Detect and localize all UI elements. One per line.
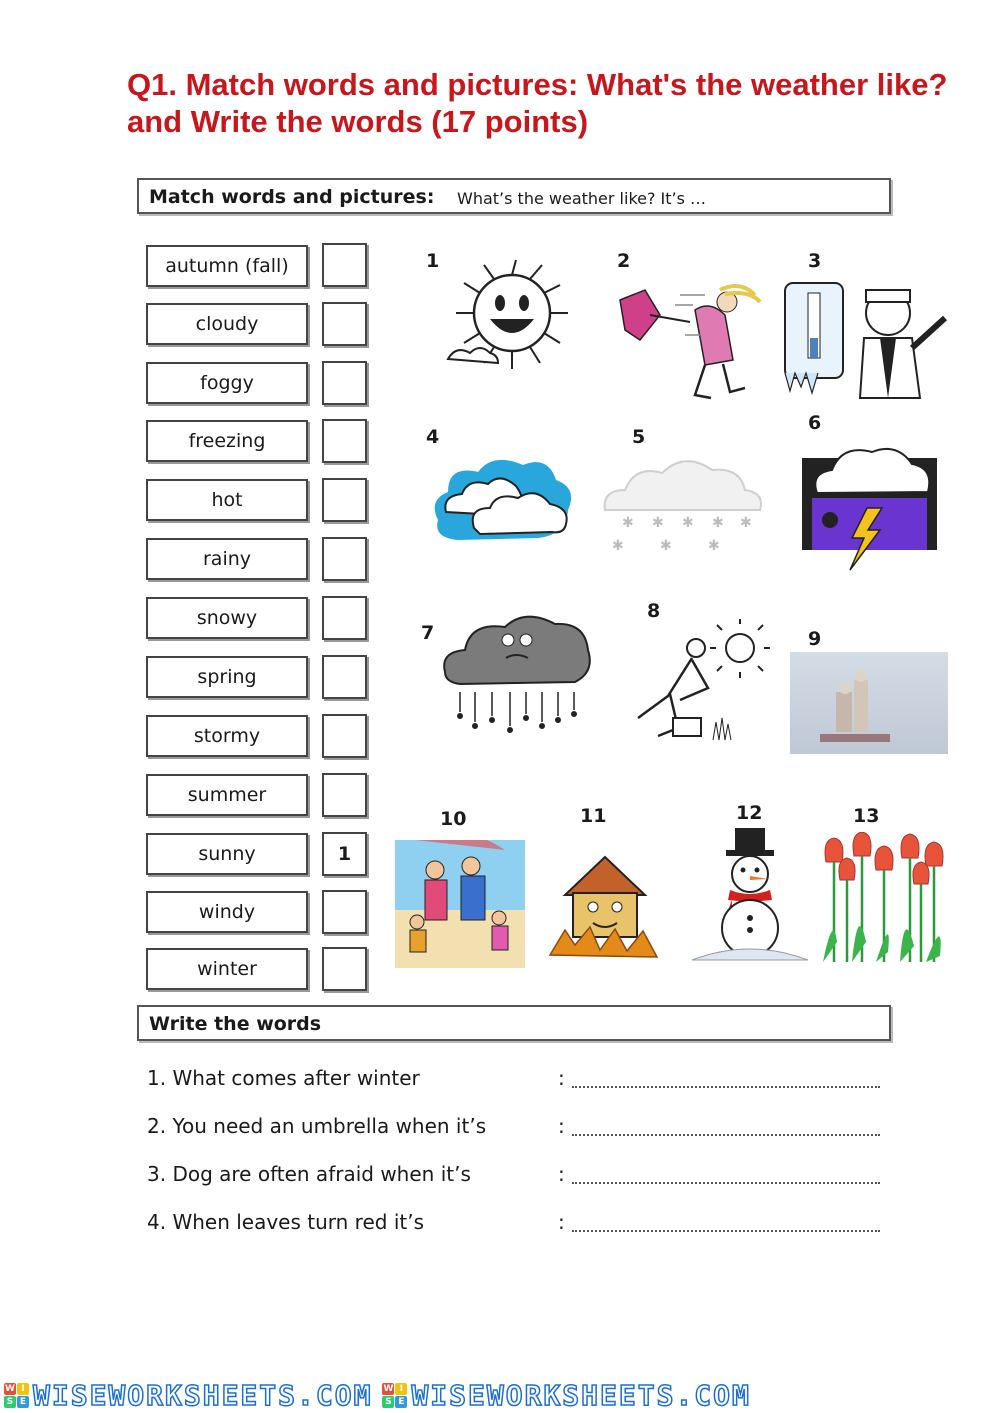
answer-box-foggy[interactable] — [322, 361, 367, 405]
picture-number-1: 1 — [426, 250, 440, 272]
word-box-snowy: snowy — [146, 597, 308, 639]
answer-line-2[interactable] — [572, 1134, 880, 1136]
picture-number-3: 3 — [808, 250, 822, 272]
summer-beach-family — [395, 840, 525, 968]
svg-text:✱: ✱ — [622, 515, 634, 531]
svg-text:✱: ✱ — [708, 538, 720, 554]
write-header-label: Write the words — [149, 1013, 322, 1035]
picture-number-2: 2 — [617, 250, 631, 272]
word-box-cloudy: cloudy — [146, 303, 308, 345]
picture-number-8: 8 — [647, 600, 661, 622]
svg-text:✱: ✱ — [682, 515, 694, 531]
foggy-photo — [790, 652, 948, 754]
picture-number-10: 10 — [440, 808, 467, 830]
snow-cloud-icon — [600, 455, 765, 560]
write-section-header — [137, 1005, 891, 1041]
answer-box-freezing[interactable] — [322, 419, 367, 463]
freezing-thermometer-icon — [780, 278, 950, 408]
word-box-spring: spring — [146, 656, 308, 698]
picture-number-11: 11 — [580, 805, 607, 827]
svg-text:✱: ✱ — [612, 538, 624, 554]
picture-number-9: 9 — [808, 628, 822, 650]
picture-number-5: 5 — [632, 426, 646, 448]
hot-sun-icon — [618, 618, 773, 748]
svg-text:✱: ✱ — [712, 515, 724, 531]
colon-1: : — [558, 1066, 565, 1090]
rain-cloud-icon — [440, 612, 595, 752]
answer-box-autumn[interactable] — [322, 243, 367, 287]
word-box-stormy: stormy — [146, 715, 308, 757]
answer-line-4[interactable] — [572, 1230, 880, 1232]
word-box-hot: hot — [146, 479, 308, 521]
cloud-icon — [428, 450, 578, 545]
word-box-autumn: autumn (fall) — [146, 245, 308, 287]
answer-box-windy[interactable] — [322, 890, 367, 934]
word-box-winter: winter — [146, 948, 308, 990]
match-header-prompt: What’s the weather like? It’s … — [457, 189, 707, 208]
question-1: 1. What comes after winter — [147, 1066, 420, 1090]
picture-number-7: 7 — [421, 622, 435, 644]
colon-2: : — [558, 1114, 565, 1138]
word-box-summer: summer — [146, 774, 308, 816]
spring-tulips-icon — [818, 832, 950, 964]
page-title: Q1. Match words and pictures: What's the weather like? and Write the words (17 points) — [127, 67, 948, 139]
picture-number-13: 13 — [853, 805, 880, 827]
answer-box-spring[interactable] — [322, 655, 367, 699]
word-box-freezing: freezing — [146, 420, 308, 462]
answer-box-winter[interactable] — [322, 947, 367, 991]
watermark-logo-icon: W I S E — [4, 1383, 29, 1408]
word-box-rainy: rainy — [146, 538, 308, 580]
answer-box-summer[interactable] — [322, 773, 367, 817]
answer-box-rainy[interactable] — [322, 537, 367, 581]
svg-text:✱: ✱ — [740, 515, 752, 531]
word-box-sunny: sunny — [146, 833, 308, 875]
answer-box-cloudy[interactable] — [322, 302, 367, 346]
sun-icon — [440, 255, 580, 375]
question-4: 4. When leaves turn red it’s — [147, 1210, 425, 1234]
svg-text:✱: ✱ — [652, 515, 664, 531]
picture-number-12: 12 — [736, 802, 763, 824]
picture-number-4: 4 — [426, 426, 440, 448]
answer-line-1[interactable] — [572, 1086, 880, 1088]
match-section-header — [137, 178, 891, 214]
picture-number-6: 6 — [808, 412, 822, 434]
autumn-leaves-house — [545, 845, 665, 965]
storm-cloud-icon — [792, 438, 947, 578]
word-box-windy: windy — [146, 891, 308, 933]
snowman-icon — [690, 826, 810, 966]
answer-box-hot[interactable] — [322, 478, 367, 522]
answer-box-stormy[interactable] — [322, 714, 367, 758]
wind-umbrella-icon — [615, 280, 765, 405]
answer-line-3[interactable] — [572, 1182, 880, 1184]
word-box-foggy: foggy — [146, 362, 308, 404]
question-2: 2. You need an umbrella when it’s — [147, 1114, 487, 1138]
watermark-text: WISEWORKSHEETS.COM — [411, 1379, 751, 1412]
colon-4: : — [558, 1210, 565, 1234]
svg-text:✱: ✱ — [660, 538, 672, 554]
watermark-logo-icon: W I S E — [382, 1383, 407, 1408]
question-3: 3. Dog are often afraid when it’s — [147, 1162, 471, 1186]
answer-box-sunny[interactable]: 1 — [322, 832, 367, 876]
colon-3: : — [558, 1162, 565, 1186]
answer-box-snowy[interactable] — [322, 596, 367, 640]
match-header-bold: Match words and pictures: — [149, 186, 435, 208]
watermark-footer — [0, 1378, 1000, 1413]
watermark-text: WISEWORKSHEETS.COM — [33, 1379, 373, 1412]
